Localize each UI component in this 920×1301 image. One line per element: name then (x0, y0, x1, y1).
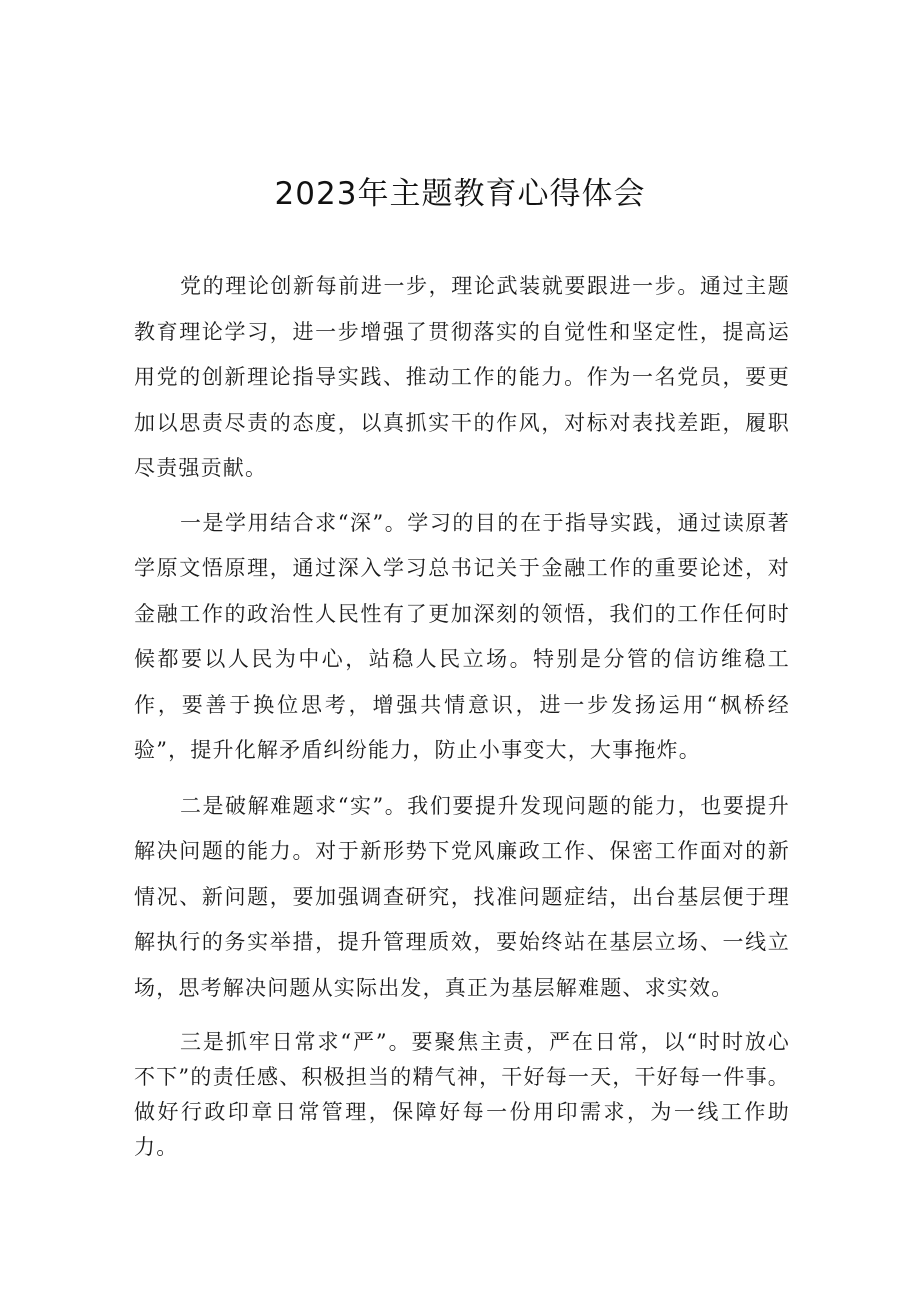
paragraph-point-one: 一是学用结合求“深”。学习的目的在于指导实践，通过读原著学原文悟原理，通过深入学习总书记关于金融工作的重要论述，对金融工作的政治性人民性有了更加深刻的领悟，我们的工作任何时候都要以人民为中心，站稳人民立场。特别是分管的信访维稳工作，要善于换位思考，增强共情意识，进一步发扬运用“枫桥经验”，提升化解矛盾纠纷能力，防止小事变大，大事拖炸。 (134, 510, 790, 762)
paragraph-point-two: 二是破解难题求“实”。我们要提升发现问题的能力，也要提升解决问题的能力。对于新形势下党风廉政工作、保密工作面对的新情况、新问题，要加强调查研究，找准问题症结，出台基层便于理解执行的务实举措，提升管理质效，要始终站在基层立场、一线立场，思考解决问题从实际出发，真正为基层解难题、求实效。 (134, 793, 790, 1000)
document-title: 2023年主题教育心得体会 (274, 176, 646, 212)
paragraph-intro: 党的理论创新每前进一步，理论武装就要跟进一步。通过主题教育理论学习，进一步增强了贯彻落实的自觉性和坚定性，提高运用党的创新理论指导实践、推动工作的能力。作为一名党员，要更加以思责尽责的态度，以真抓实干的作风，对标对表找差距，履职尽责强贡献。 (134, 274, 790, 480)
document-body (134, 264, 790, 1165)
paragraph-point-three: 三是抓牢日常求“严”。要聚焦主责，严在日常，以“时时放心不下”的责任感、积极担当的精气神，干好每一天，干好每一件事。做好行政印章日常管理，保障好每一份用印需求，为一线工作助力。 (134, 1030, 790, 1159)
